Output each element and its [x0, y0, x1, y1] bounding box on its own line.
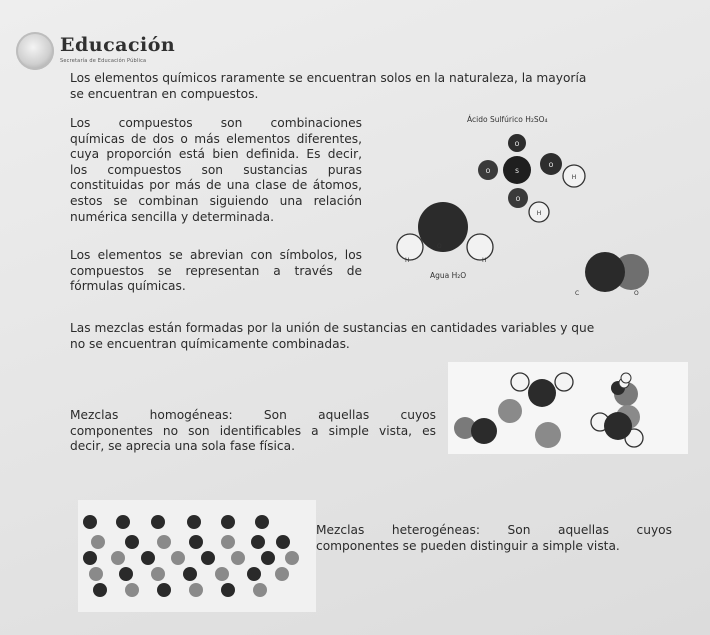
hydrogen-atom-icon: [555, 373, 573, 391]
particle-icon: [141, 551, 155, 565]
oxygen-atom-icon: [418, 202, 468, 252]
logo-title: Educación: [60, 34, 176, 56]
particle-icon: [125, 535, 139, 549]
homogeneous-mixture-illustration: [448, 362, 688, 457]
particle-icon: [189, 583, 203, 597]
atom-label: O: [548, 162, 554, 169]
particle-icon: [157, 535, 171, 549]
atom-label: O: [437, 243, 442, 250]
particle-icon: [89, 567, 103, 581]
atom-label: O: [634, 290, 639, 297]
dark-atom-icon: [471, 418, 497, 444]
homogeneous-line: Mezclas homogéneas: Son aquellas cuyos: [70, 408, 436, 422]
particle-icon: [125, 583, 139, 597]
intro-line: se encuentran en compuestos.: [70, 86, 259, 101]
carbon-atom-icon: [585, 252, 625, 292]
particle-icon: [183, 567, 197, 581]
hydrogen-atom-icon: [621, 373, 631, 383]
oxygen-atom-icon: [604, 412, 632, 440]
grey-molecule-icon: [535, 422, 561, 448]
intro-line: Los elementos químicos raramente se encuentran solos en la naturaleza, la mayoría: [70, 71, 587, 85]
particle-icon: [275, 567, 289, 581]
mixtures-line: no se encuentran químicamente combinadas.: [70, 336, 350, 351]
particle-icon: [151, 567, 165, 581]
particle-icon: [276, 535, 290, 549]
compounds-line: estos se combinan siguiendo una relación: [70, 193, 362, 208]
hydrogen-atom-icon: [511, 373, 529, 391]
molecules-illustration: [375, 105, 675, 305]
seal-logo-icon: [16, 32, 54, 70]
homogeneous-paragraph: [70, 408, 436, 455]
heterogeneous-line: Mezclas heterogéneas: Son aquellas cuyos: [316, 523, 672, 537]
particle-icon: [261, 551, 275, 565]
atom-label: S: [515, 168, 519, 175]
hydrogen-atom-icon: [467, 234, 493, 260]
atom-label: O: [514, 141, 520, 148]
atom-label: H: [571, 174, 577, 181]
atom-label: H: [405, 257, 410, 264]
particle-icon: [285, 551, 299, 565]
particle-icon: [111, 551, 125, 565]
particle-icon: [255, 515, 269, 529]
grey-molecule-icon: [498, 399, 522, 423]
logo-subtitle: Secretaría de Educación Pública: [60, 58, 147, 64]
atom-label: H: [536, 210, 542, 217]
particle-icon: [251, 535, 265, 549]
atom-label: O: [515, 196, 521, 203]
heterogeneous-mixture-illustration: [78, 500, 316, 612]
particle-icon: [83, 515, 97, 529]
particle-icon: [93, 583, 107, 597]
symbols-line: compuestos se representan a través de: [70, 263, 362, 278]
atom-label: C: [575, 290, 580, 297]
particle-icon: [119, 567, 133, 581]
heterogeneous-line: componentes se pueden distinguir a simple vista.: [316, 538, 620, 553]
compounds-line: constituidas por más de una clase de átomos,: [70, 178, 362, 193]
particle-icon: [116, 515, 130, 529]
homogeneous-line: decir, se aprecia una sola fase física.: [70, 439, 295, 454]
atom-label: H: [482, 257, 487, 264]
intro-paragraph: [70, 71, 650, 102]
compounds-line: los compuestos son sustancias puras: [70, 162, 362, 177]
symbols-line: Los elementos se abrevian con símbolos, los: [70, 248, 362, 262]
particle-icon: [83, 551, 97, 565]
compounds-line: Los compuestos son combinaciones: [70, 116, 362, 130]
particle-icon: [91, 535, 105, 549]
oxygen-atom-icon: [528, 379, 556, 407]
compounds-paragraph: [70, 116, 362, 225]
particle-icon: [221, 583, 235, 597]
particle-icon: [215, 567, 229, 581]
particle-icon: [221, 535, 235, 549]
particle-icon: [247, 567, 261, 581]
particle-icon: [187, 515, 201, 529]
particle-icon: [151, 515, 165, 529]
compounds-line: numérica sencilla y determinada.: [70, 209, 274, 224]
particle-icon: [171, 551, 185, 565]
homogeneous-line: componentes no son identificables a simple vista, es: [70, 423, 436, 438]
water-label: Agua H₂O: [430, 271, 467, 280]
particle-icon: [221, 515, 235, 529]
mixtures-paragraph: [70, 321, 670, 352]
symbols-paragraph: [70, 248, 362, 295]
particle-icon: [253, 583, 267, 597]
compounds-line: cuya proporción está bien definida. Es decir,: [70, 147, 362, 162]
symbols-line: fórmulas químicas.: [70, 279, 186, 294]
atom-label: O: [485, 168, 491, 175]
particle-icon: [157, 583, 171, 597]
hydrogen-atom-icon: [397, 234, 423, 260]
heterogeneous-paragraph: [316, 523, 672, 554]
mixtures-line: Las mezclas están formadas por la unión de sustancias en cantidades variables y que: [70, 321, 595, 335]
particle-icon: [231, 551, 245, 565]
compounds-line: químicas de dos o más elementos diferentes,: [70, 131, 362, 146]
particle-icon: [201, 551, 215, 565]
sulfuric-acid-label: Ácido Sulfúrico H₂SO₄: [467, 115, 548, 124]
particle-icon: [189, 535, 203, 549]
